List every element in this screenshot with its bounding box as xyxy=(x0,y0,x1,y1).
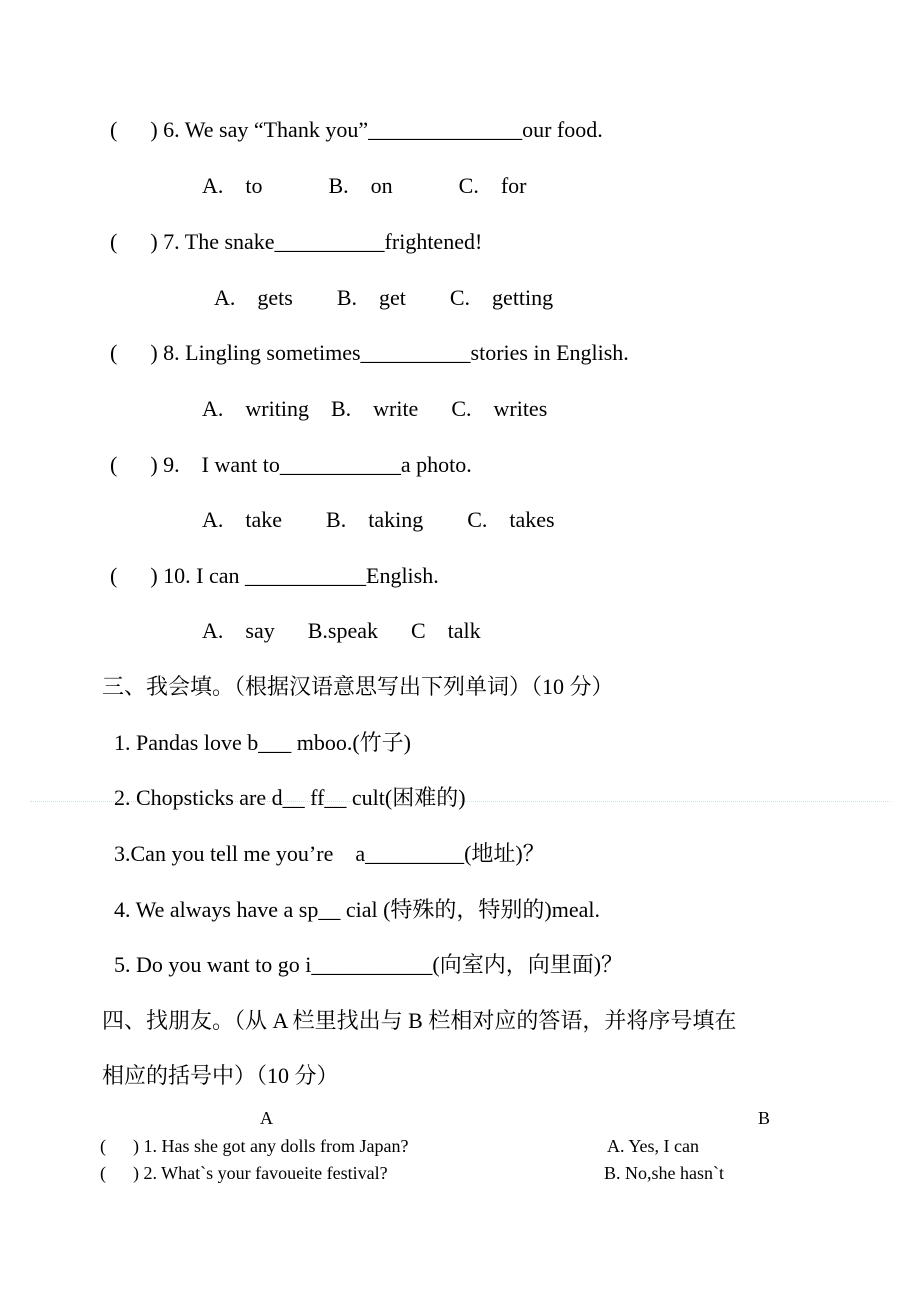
match-row-2-b: B. No,she hasn`t xyxy=(604,1163,724,1183)
fill-item-3: 3.Can you tell me you’re a_________(地址)？ xyxy=(114,841,545,866)
section4-heading-line1: 四、找朋友。（从 A 栏里找出与 B 栏相对应的答语，并将序号填在 xyxy=(102,1008,737,1033)
fill-item-1: 1. Pandas love b___ mboo.(竹子) xyxy=(114,730,411,755)
match-row-1-a: ( ) 1. Has she got any dolls from Japan? xyxy=(100,1136,409,1156)
question-9-options: A. take B. taking C. takes xyxy=(202,507,555,532)
question-10-options: A. say B.speak C talk xyxy=(202,618,481,643)
question-6-options: A. to B. on C. for xyxy=(202,173,527,198)
question-7-stem: ( ) 7. The snake__________frightened! xyxy=(110,229,483,254)
fill-item-5: 5. Do you want to go i___________(向室内，向里面)？ xyxy=(114,952,624,977)
question-7-options: A. gets B. get C. getting xyxy=(214,285,554,310)
fill-item-2: 2. Chopsticks are d__ ff__ cult(困难的) xyxy=(114,785,466,810)
question-9-stem: ( ) 9. I want to___________a photo. xyxy=(110,452,472,477)
question-10-stem: ( ) 10. I can ___________English. xyxy=(110,563,439,588)
question-8-options: A. writing B. write C. writes xyxy=(202,396,548,421)
question-6-stem: ( ) 6. We say “Thank you”______________our food. xyxy=(110,117,603,142)
column-a-label: A xyxy=(260,1108,273,1128)
match-row-1-b: A. Yes, I can xyxy=(607,1136,699,1156)
question-8-stem: ( ) 8. Lingling sometimes__________stories in English. xyxy=(110,340,629,365)
column-b-label: B xyxy=(758,1108,771,1128)
fill-item-4: 4. We always have a sp__ cial (特殊的，特别的)meal. xyxy=(114,897,600,922)
match-row-2-a: ( ) 2. What`s your favoueite festival? xyxy=(100,1163,388,1183)
section3-heading: 三、我会填。（根据汉语意思写出下列单词）（10 分） xyxy=(102,674,614,699)
section4-heading-line2: 相应的括号中）（10 分） xyxy=(102,1063,339,1088)
